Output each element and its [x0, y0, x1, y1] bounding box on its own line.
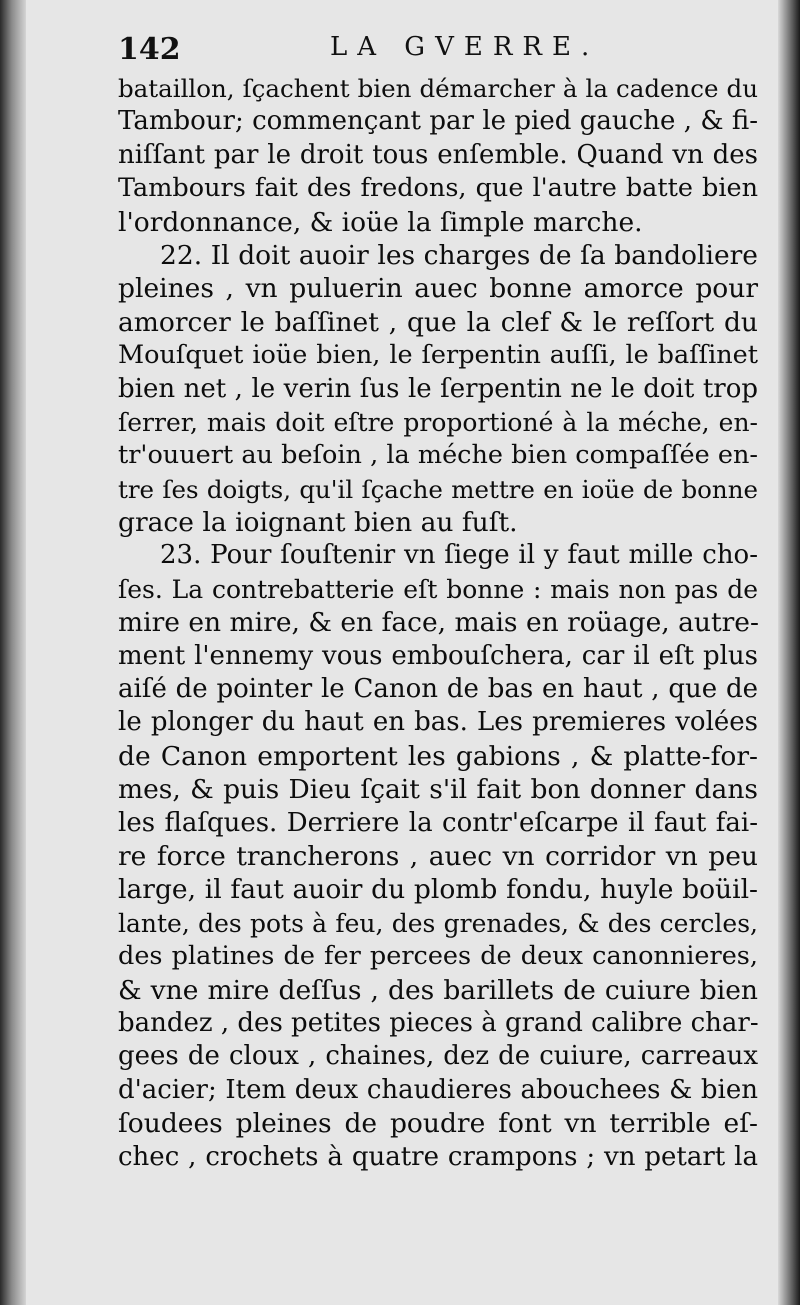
- text-line: Tambour; commençant par le pied gauche , & fi-: [118, 106, 758, 137]
- text-line: mes, & puis Dieu ſçait s'il fait bon donner dans: [118, 774, 758, 806]
- page-header: [118, 28, 758, 68]
- text-line: chec , crochets à quatre crampons ; vn petart la: [118, 1141, 758, 1172]
- text-line: 23. Pour ſouſtenir vn ſiege il y faut mille cho-: [160, 540, 758, 571]
- text-line: Tambours fait des fredons, que l'autre batte bien: [118, 173, 758, 204]
- text-line: de Canon emportent les gabions , & platte-for-: [118, 740, 758, 772]
- text-line: ſes. La contrebatterie eſt bonne : mais non pas de: [118, 574, 758, 604]
- text-line: niſſant par le droit tous enſemble. Quand vn des: [118, 139, 758, 170]
- page-number: 142: [118, 32, 181, 67]
- text-line: Mouſquet ioüe bien, le ſerpentin auſſi, le baſſinet: [118, 340, 758, 371]
- text-line: amorcer le baſſinet , que la clef & le reſſort du: [118, 306, 758, 338]
- running-head: LA GVERRE.: [330, 32, 600, 62]
- text-line: pleines , vn puluerin auec bonne amorce pour: [118, 273, 758, 305]
- text-line: les flaſques. Derriere la contr'eſcarpe il faut fai-: [118, 807, 758, 838]
- text-line: l'ordonnance, & ioüe la ſimple marche.: [118, 206, 643, 238]
- text-line: 22. Il doit auoir les charges de ſa bandoliere: [160, 239, 758, 271]
- text-line: grace la ioignant bien au fuſt.: [118, 507, 518, 539]
- text-line: ment l'ennemy vous embouſchera, car il eſt plus: [118, 640, 758, 671]
- text-line: large, il faut auoir du plomb fondu, huyle boüil-: [118, 874, 758, 906]
- text-line: bien net , le verin ſus le ſerpentin ne le doit trop: [118, 373, 758, 404]
- text-line: ſerrer, mais doit eſtre proportioné à la méche, en-: [118, 407, 758, 437]
- text-line: le plonger du haut en bas. Les premieres volées: [118, 707, 758, 738]
- text-line: tre ſes doigts, qu'il ſçache mettre en ioüe de bonne: [118, 474, 758, 504]
- page-gutter-right: [778, 0, 800, 1305]
- text-line: ſoudees pleines de poudre font vn terrible eſ-: [118, 1108, 758, 1140]
- text-line: & vne mire deſſus , des barillets de cuiure bien: [118, 974, 758, 1006]
- text-line: bataillon, ſçachent bien démarcher à la cadence du: [118, 74, 758, 103]
- text-line: gees de cloux , chaines, dez de cuiure, carreaux: [118, 1041, 758, 1072]
- text-line: re force trancherons , auec vn corridor vn peu: [118, 840, 758, 872]
- body-text: [118, 72, 758, 1174]
- text-line: aiſé de pointer le Canon de bas en haut , que de: [118, 674, 758, 705]
- text-line: d'acier; Item deux chaudieres abouchees & bien: [118, 1074, 758, 1105]
- text-line: des platines de fer percees de deux canonnieres,: [118, 941, 758, 972]
- text-line: tr'ouuert au beſoin , la méche bien compaſſée en-: [118, 440, 758, 471]
- page-gutter-left: [0, 0, 26, 1305]
- text-line: bandez , des petites pieces à grand calibre char-: [118, 1007, 759, 1038]
- text-line: mire en mire, & en face, mais en roüage, autre-: [118, 607, 759, 639]
- text-line: lante, des pots à feu, des grenades, & des cercles,: [118, 908, 758, 938]
